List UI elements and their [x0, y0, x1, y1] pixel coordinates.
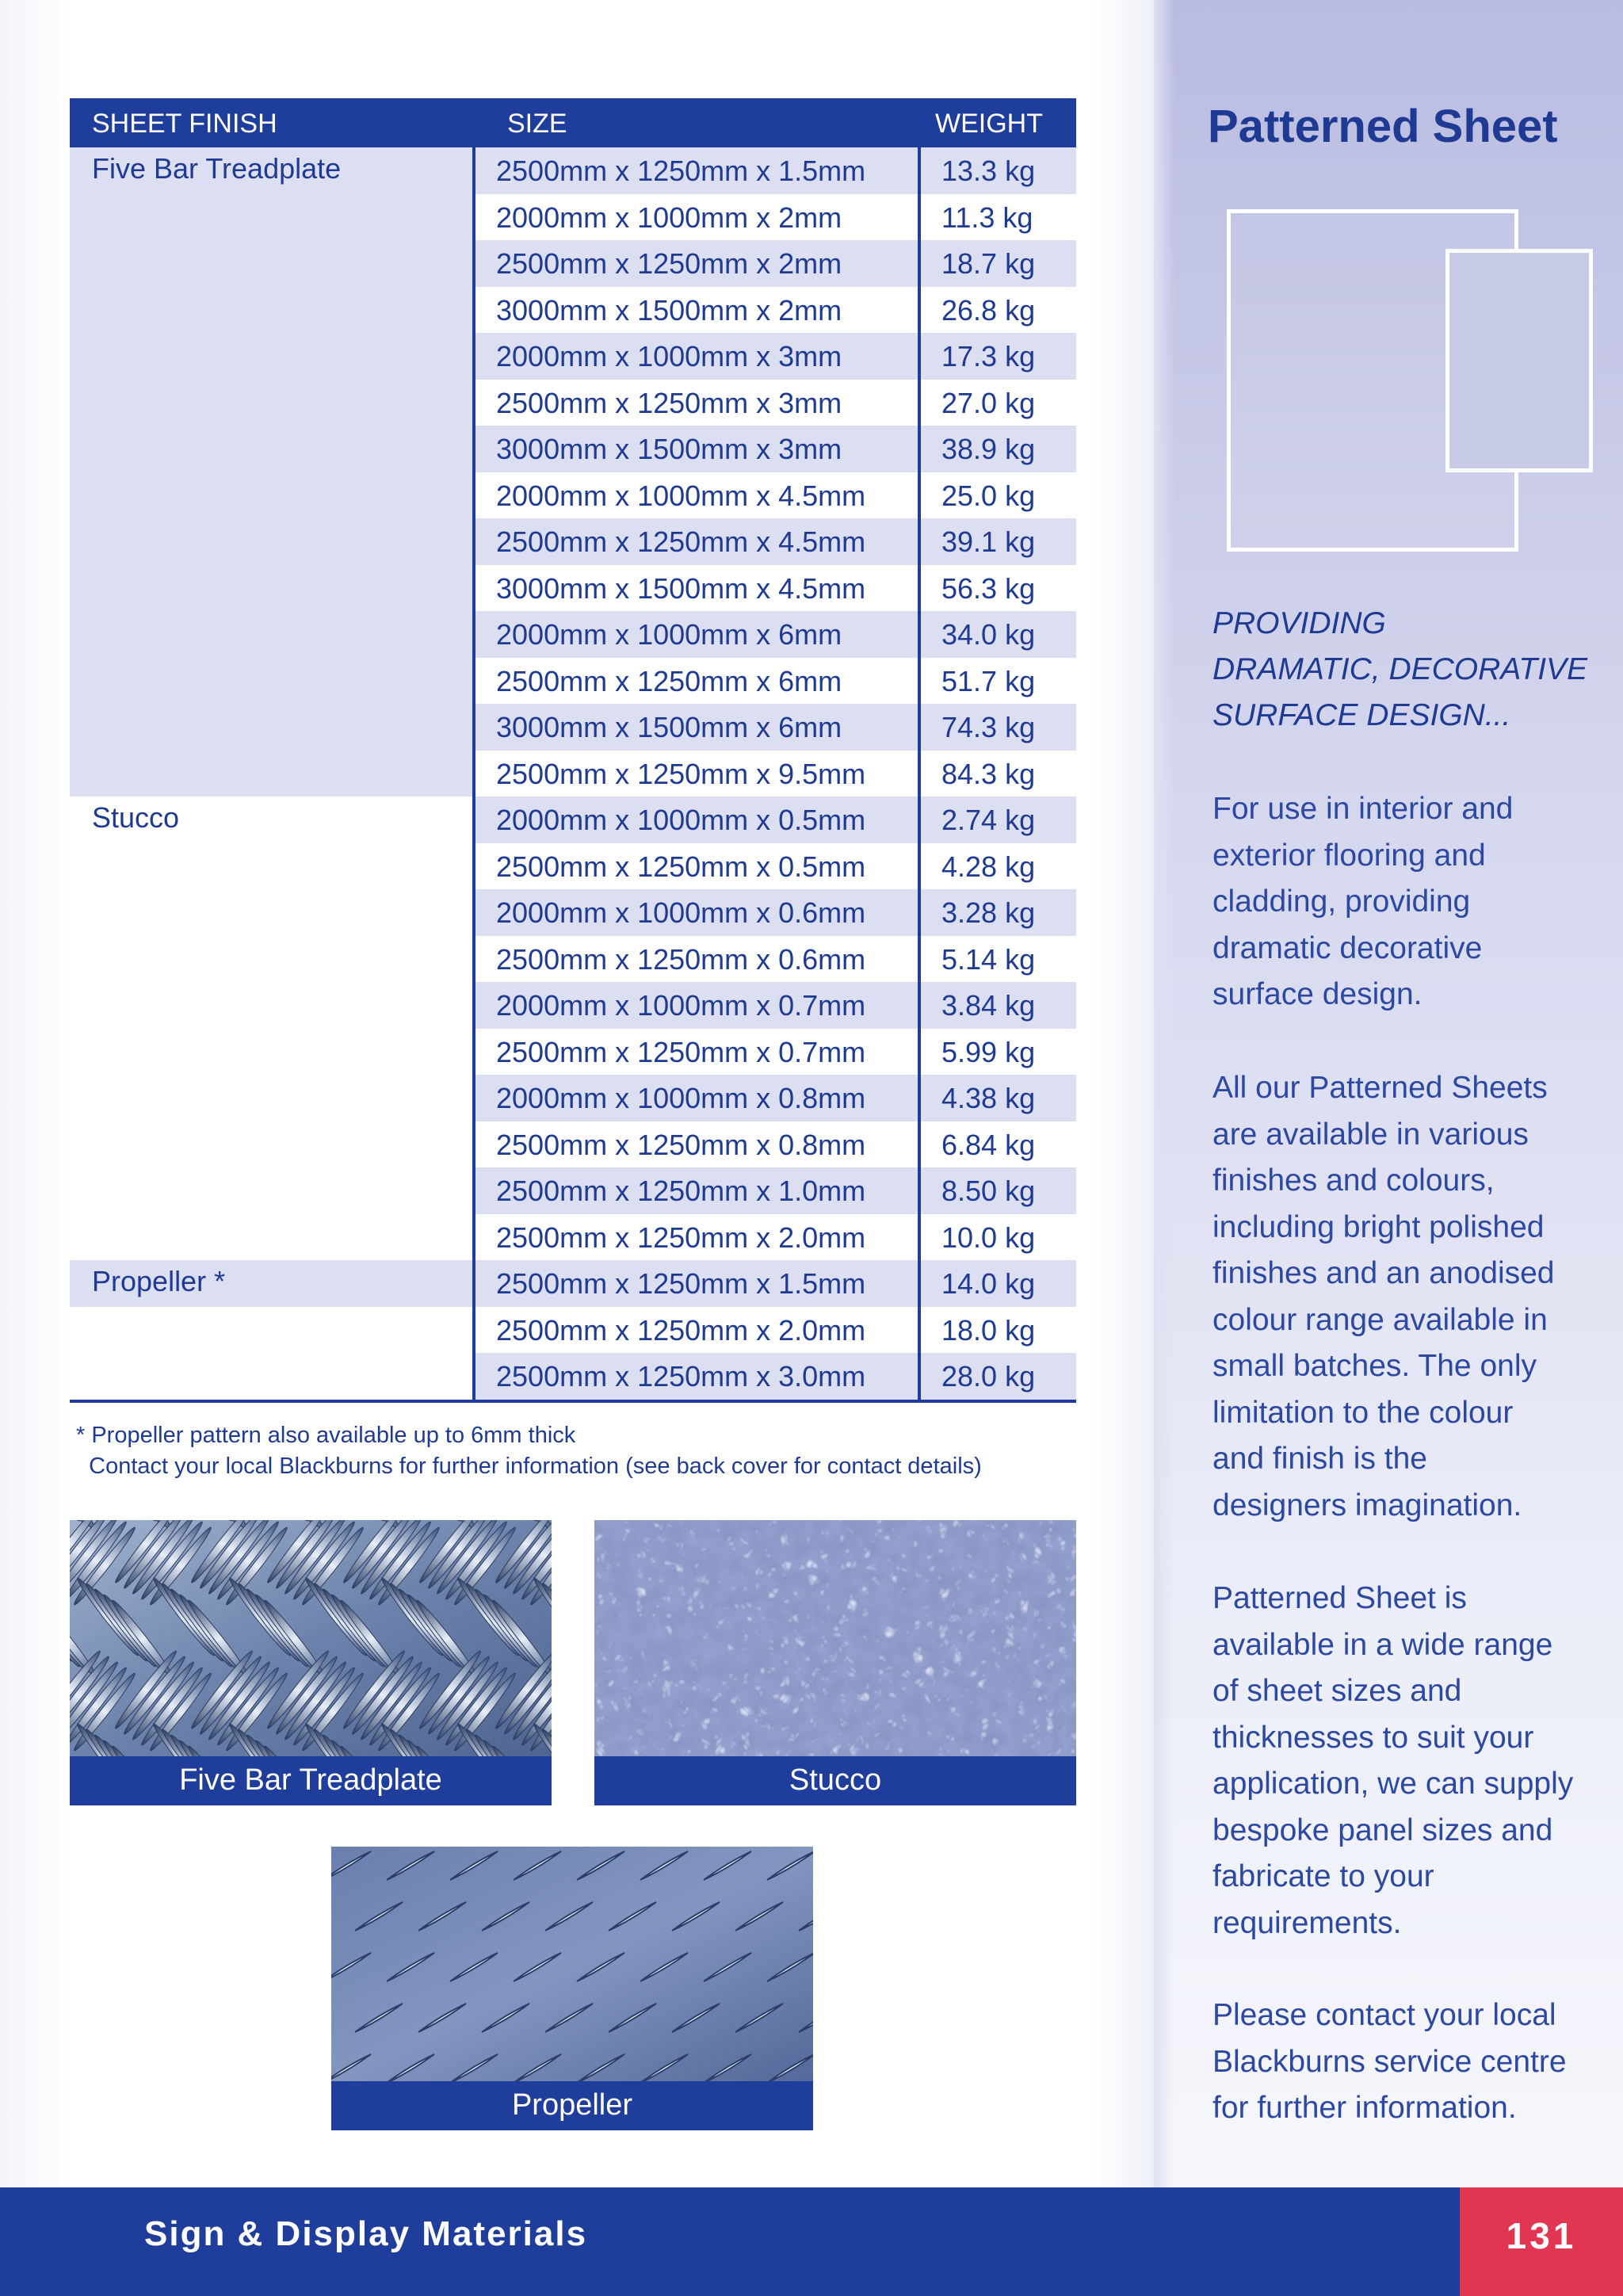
footer-section-title: Sign & Display Materials [144, 2214, 588, 2253]
sidebar-tagline [1212, 601, 1609, 739]
paragraph-line: thicknesses to suit your [1212, 1720, 1534, 1755]
table-row [475, 889, 1076, 936]
paragraph-line: finishes and colours, [1212, 1163, 1495, 1198]
table-row [475, 1307, 1076, 1354]
cell-weight: 4.38 kg [921, 1075, 1076, 1121]
cell-weight: 2.74 kg [921, 797, 1076, 843]
finish-label: Stucco [92, 801, 180, 834]
header-sheet-finish: SHEET FINISH [92, 109, 277, 139]
cell-weight: 27.0 kg [941, 386, 1036, 419]
paragraph-line: fabricate to your [1212, 1859, 1434, 1893]
table-row [475, 658, 1076, 705]
paragraph-line: are available in various [1212, 1117, 1529, 1152]
cell-weight: 6.84 kg [941, 1128, 1036, 1161]
footer-bar [0, 2187, 1623, 2296]
cell-size: 2000mm x 1000mm x 0.8mm [475, 1075, 918, 1121]
paragraph-line: requirements. [1212, 1905, 1402, 1940]
header-size: SIZE [507, 109, 567, 139]
sidebar-paragraph-finishes [1212, 1065, 1609, 1529]
swatch-stucco [594, 1520, 1076, 1805]
tagline-line: PROVIDING [1212, 606, 1386, 640]
cell-size: 2500mm x 1250mm x 0.5mm [496, 850, 866, 883]
finish-label: Propeller * [92, 1265, 226, 1297]
cell-weight: 8.50 kg [921, 1167, 1076, 1214]
cell-size: 2500mm x 1250mm x 6mm [496, 664, 842, 697]
cell-weight: 26.8 kg [941, 293, 1036, 327]
paragraph-line: and finish is the [1212, 1442, 1428, 1476]
cell-size: 3000mm x 1500mm x 6mm [475, 704, 918, 751]
finish-group [70, 797, 474, 1260]
table-row [475, 843, 1076, 890]
cell-size: 2500mm x 1250mm x 0.6mm [496, 942, 866, 976]
cell-size: 3000mm x 1500mm x 3mm [475, 426, 918, 472]
table-row [475, 194, 1076, 241]
table-row [475, 982, 1076, 1029]
paragraph-line: limitation to the colour [1212, 1395, 1514, 1430]
paragraph-line: surface design. [1212, 977, 1423, 1011]
cell-weight: 18.7 kg [921, 240, 1076, 287]
cell-size: 2500mm x 1250mm x 2.0mm [496, 1221, 866, 1254]
sheet-outline-front [1445, 249, 1593, 472]
sidebar-edge [1154, 0, 1174, 2187]
swatch-five-bar-treadplate [70, 1520, 552, 1805]
paragraph-line: For use in interior and [1212, 792, 1514, 826]
table-row [475, 797, 1076, 843]
cell-weight: 10.0 kg [941, 1221, 1036, 1254]
table-row [475, 472, 1076, 519]
cell-weight: 84.3 kg [941, 757, 1036, 790]
table-header [70, 98, 1076, 147]
cell-weight: 11.3 kg [941, 201, 1033, 234]
cell-size: 3000mm x 1500mm x 2mm [496, 293, 842, 327]
cell-size: 2500mm x 1250mm x 2mm [475, 240, 918, 287]
paragraph-line: exterior flooring and [1212, 838, 1486, 873]
finish-group [70, 1260, 474, 1307]
treadplate-texture-image [70, 1520, 552, 1756]
cell-size: 2000mm x 1000mm x 0.7mm [475, 982, 918, 1029]
tagline-line: DRAMATIC, DECORATIVE [1212, 652, 1588, 686]
footnote [76, 1420, 1106, 1482]
cell-size: 2500mm x 1250mm x 0.7mm [496, 1035, 866, 1068]
cell-size: 2000mm x 1000mm x 4.5mm [496, 479, 866, 512]
cell-weight: 18.0 kg [941, 1313, 1036, 1347]
finish-label: Five Bar Treadplate [92, 152, 342, 185]
stucco-texture-image [594, 1520, 1076, 1756]
table-row [475, 426, 1076, 472]
paragraph-line: Please contact your local [1212, 1998, 1556, 2032]
table-row [475, 1121, 1076, 1168]
cell-size: 2000mm x 1000mm x 6mm [475, 611, 918, 658]
cell-weight: 34.0 kg [921, 611, 1076, 658]
page-number-box [1460, 2187, 1623, 2296]
cell-size: 3000mm x 1500mm x 4.5mm [496, 571, 866, 605]
sidebar-paragraph-contact [1212, 1992, 1609, 2132]
paragraph-line: finishes and an anodised [1212, 1256, 1555, 1290]
cell-size: 2500mm x 1250mm x 1.0mm [475, 1167, 918, 1214]
footnote-line-1: * Propeller pattern also available up to 6mm thick [76, 1423, 576, 1448]
patterned-sheet-icon [1220, 206, 1601, 555]
cell-size: 2500mm x 1250mm x 2.0mm [496, 1313, 866, 1347]
paragraph-line: Patterned Sheet is [1212, 1581, 1467, 1615]
cell-weight: 5.99 kg [941, 1035, 1036, 1068]
cell-size: 2500mm x 1250mm x 1.5mm [475, 1260, 918, 1307]
sidebar-title: Patterned Sheet [1208, 101, 1558, 152]
cell-weight: 14.0 kg [921, 1260, 1076, 1307]
paragraph-line: colour range available in [1212, 1302, 1548, 1337]
paragraph-line: dramatic decorative [1212, 930, 1483, 965]
cell-size: 2500mm x 1250mm x 1.5mm [475, 147, 918, 194]
cell-weight: 28.0 kg [921, 1353, 1076, 1400]
table-row [475, 240, 1076, 287]
cell-size: 2500mm x 1250mm x 3mm [496, 386, 842, 419]
cell-weight: 51.7 kg [941, 664, 1036, 697]
cell-weight: 13.3 kg [921, 147, 1076, 194]
table-row [475, 1075, 1076, 1121]
propeller-texture-image [331, 1847, 813, 2081]
cell-size: 2500mm x 1250mm x 4.5mm [475, 518, 918, 565]
cell-weight: 38.9 kg [921, 426, 1076, 472]
paragraph-line: for further information. [1212, 2091, 1517, 2125]
cell-size: 2000mm x 1000mm x 0.5mm [475, 797, 918, 843]
table-row [475, 1167, 1076, 1214]
cell-weight: 3.84 kg [921, 982, 1076, 1029]
cell-weight: 56.3 kg [941, 571, 1036, 605]
cell-size: 2000mm x 1000mm x 0.6mm [475, 889, 918, 936]
swatch-propeller [331, 1847, 813, 2130]
cell-weight: 25.0 kg [941, 479, 1036, 512]
paragraph-line: application, we can supply [1212, 1767, 1574, 1801]
paragraph-line: of sheet sizes and [1212, 1674, 1462, 1708]
sheet-table [70, 98, 1076, 1400]
sidebar-paragraph-usage [1212, 786, 1609, 1018]
table-row [475, 936, 1076, 983]
paragraph-line: designers imagination. [1212, 1488, 1522, 1522]
table-row [475, 380, 1076, 426]
paragraph-line: bespoke panel sizes and [1212, 1813, 1553, 1847]
table-row [475, 1353, 1076, 1400]
cell-weight: 5.14 kg [941, 942, 1036, 976]
cell-size: 2000mm x 1000mm x 2mm [496, 201, 842, 234]
table-row [475, 518, 1076, 565]
cell-weight: 39.1 kg [921, 518, 1076, 565]
caption-propeller: Propeller [331, 2081, 813, 2130]
table-rows [475, 147, 1076, 1400]
cell-weight: 4.28 kg [941, 850, 1036, 883]
sidebar-paragraph-sizes [1212, 1576, 1609, 1946]
cell-weight: 74.3 kg [921, 704, 1076, 751]
cell-weight: 3.28 kg [921, 889, 1076, 936]
header-weight: WEIGHT [935, 109, 1043, 139]
footnote-line-2: Contact your local Blackburns for further information (see back cover for contact details) [89, 1454, 982, 1479]
caption-stucco: Stucco [594, 1756, 1076, 1805]
tagline-line: SURFACE DESIGN... [1212, 698, 1511, 732]
table-row [475, 1029, 1076, 1075]
cell-size: 2500mm x 1250mm x 9.5mm [496, 757, 866, 790]
table-row [475, 751, 1076, 797]
cell-size: 2500mm x 1250mm x 0.8mm [496, 1128, 866, 1161]
table-row [475, 611, 1076, 658]
paragraph-line: cladding, providing [1212, 884, 1471, 919]
cell-size: 2500mm x 1250mm x 3.0mm [475, 1353, 918, 1400]
table-bottom-rule [70, 1400, 1076, 1403]
cell-size: 2000mm x 1000mm x 3mm [475, 333, 918, 380]
cell-weight: 17.3 kg [921, 333, 1076, 380]
paragraph-line: including bright polished [1212, 1209, 1545, 1244]
finish-group [70, 147, 474, 797]
caption-five-bar-treadplate: Five Bar Treadplate [70, 1756, 552, 1805]
table-body [70, 147, 1076, 1400]
paragraph-line: Blackburns service centre [1212, 2044, 1567, 2079]
paragraph-line: available in a wide range [1212, 1627, 1553, 1662]
paragraph-line: All our Patterned Sheets [1212, 1071, 1548, 1105]
table-row [475, 333, 1076, 380]
table-row [475, 287, 1076, 334]
page-number: 131 [1506, 2215, 1577, 2256]
table-row [475, 147, 1076, 194]
table-row [475, 704, 1076, 751]
table-row [475, 565, 1076, 612]
table-row [475, 1260, 1076, 1307]
table-row [475, 1214, 1076, 1261]
paragraph-line: small batches. The only [1212, 1349, 1537, 1383]
